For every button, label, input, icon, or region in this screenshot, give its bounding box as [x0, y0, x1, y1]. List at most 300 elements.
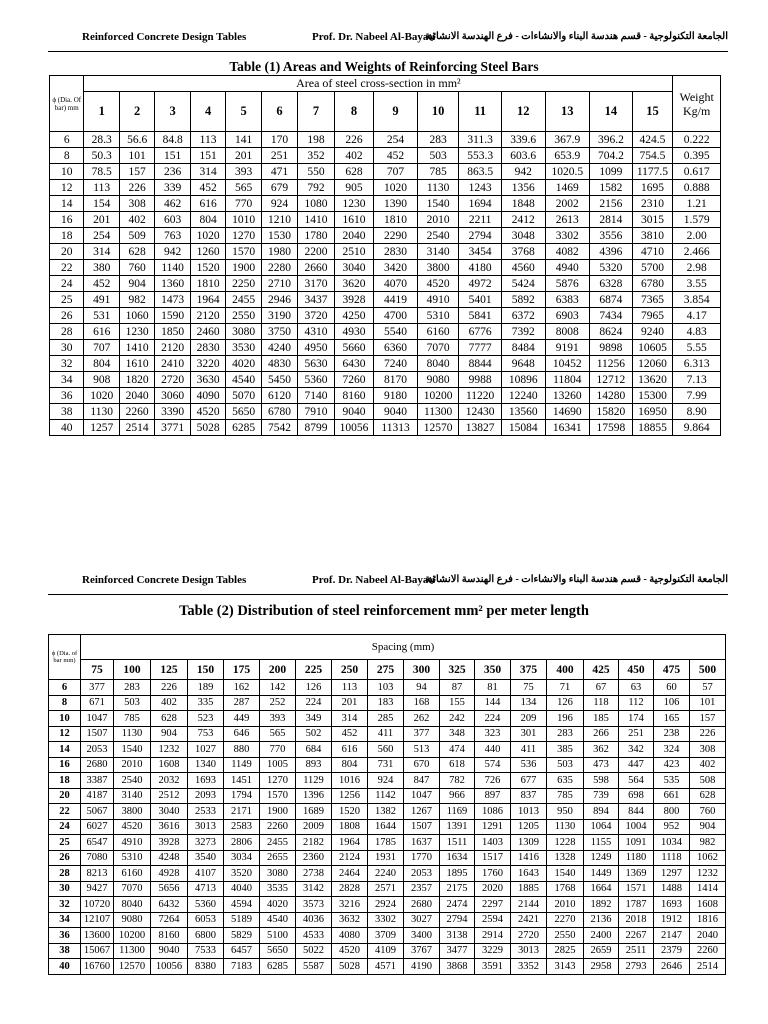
area-per-meter-cell: 753	[188, 726, 224, 742]
weight-cell: 2.98	[673, 260, 721, 276]
area-cell: 1020	[84, 388, 119, 404]
area-per-meter-cell: 2421	[511, 912, 547, 928]
table-row	[49, 928, 726, 944]
area-per-meter-cell: 893	[296, 757, 332, 773]
area-per-meter-cell: 3928	[151, 835, 188, 851]
area-cell: 10452	[545, 356, 590, 372]
area-cell: 10200	[417, 388, 459, 404]
bar-diameter-cell: 26	[50, 308, 84, 324]
area-per-meter-cell: 4080	[332, 928, 368, 944]
area-per-meter-cell: 1644	[368, 819, 404, 835]
area-cell: 352	[298, 148, 334, 164]
area-per-meter-cell: 7183	[224, 959, 260, 975]
area-per-meter-cell: 2825	[547, 943, 584, 959]
area-cell: 154	[84, 196, 119, 212]
area-per-meter-cell: 447	[619, 757, 654, 773]
area-per-meter-cell: 4109	[368, 943, 404, 959]
area-per-meter-cell: 1760	[475, 866, 511, 882]
area-per-meter-cell: 4571	[368, 959, 404, 975]
area-cell: 531	[84, 308, 119, 324]
area-per-meter-cell: 847	[404, 773, 440, 789]
area-per-meter-cell: 4036	[296, 912, 332, 928]
area-per-meter-cell: 5310	[114, 850, 151, 866]
area-per-meter-cell: 71	[547, 680, 584, 696]
area-per-meter-cell: 2924	[368, 897, 404, 913]
spacing-value-header: 150	[188, 660, 224, 680]
area-cell: 7965	[632, 308, 673, 324]
page-header-2	[48, 574, 728, 592]
area-per-meter-cell: 1396	[296, 788, 332, 804]
area-per-meter-cell: 6285	[260, 959, 296, 975]
area-per-meter-cell: 1816	[690, 912, 726, 928]
bar-diameter-cell: 18	[50, 228, 84, 244]
spacing-value-header: 375	[511, 660, 547, 680]
area-cell: 18855	[632, 420, 673, 436]
area-cell: 9191	[545, 340, 590, 356]
area-cell: 1610	[119, 356, 154, 372]
area-cell: 1695	[632, 180, 673, 196]
area-cell: 56.6	[119, 132, 154, 148]
area-per-meter-cell: 2550	[547, 928, 584, 944]
area-cell: 491	[84, 292, 119, 308]
area-cell: 3800	[417, 260, 459, 276]
area-per-meter-cell: 1155	[584, 835, 619, 851]
area-per-meter-cell: 646	[224, 726, 260, 742]
area-per-meter-cell: 560	[368, 742, 404, 758]
area-per-meter-cell: 402	[151, 695, 188, 711]
area-per-meter-cell: 226	[690, 726, 726, 742]
area-per-meter-cell: 12570	[114, 959, 151, 975]
area-per-meter-cell: 67	[584, 680, 619, 696]
area-header: Area of steel cross-section in mm²	[84, 76, 673, 92]
spacing-value-header: 100	[114, 660, 151, 680]
area-cell: 2412	[501, 212, 545, 228]
area-cell: 2794	[459, 228, 502, 244]
area-cell: 2660	[298, 260, 334, 276]
area-per-meter-cell: 2018	[619, 912, 654, 928]
bar-diameter-cell: 25	[50, 292, 84, 308]
area-per-meter-cell: 473	[584, 757, 619, 773]
area-cell: 8040	[417, 356, 459, 372]
area-cell: 8160	[334, 388, 374, 404]
area-per-meter-cell: 2680	[81, 757, 114, 773]
bar-diameter-cell: 28	[50, 324, 84, 340]
area-per-meter-cell: 103	[368, 680, 404, 696]
area-per-meter-cell: 174	[619, 711, 654, 727]
area-per-meter-cell: 2053	[404, 866, 440, 882]
area-per-meter-cell: 142	[260, 680, 296, 696]
area-per-meter-cell: 2009	[296, 819, 332, 835]
area-cell: 6780	[632, 276, 673, 292]
area-per-meter-cell: 3040	[151, 804, 188, 820]
area-cell: 905	[334, 180, 374, 196]
area-cell: 4930	[334, 324, 374, 340]
area-cell: 311.3	[459, 132, 502, 148]
area-per-meter-cell: 5587	[296, 959, 332, 975]
area-per-meter-cell: 2175	[440, 881, 475, 897]
area-per-meter-cell: 7533	[188, 943, 224, 959]
area-per-meter-cell: 2594	[475, 912, 511, 928]
area-cell: 7140	[298, 388, 334, 404]
dia-header: ϕ (Dia. Of bar) mm	[50, 76, 84, 132]
area-cell: 1570	[226, 244, 261, 260]
spacing-header: Spacing (mm)	[81, 635, 726, 660]
area-cell: 14690	[545, 404, 590, 420]
area-per-meter-cell: 1129	[296, 773, 332, 789]
area-per-meter-cell: 134	[511, 695, 547, 711]
area-per-meter-cell: 2958	[584, 959, 619, 975]
table-row	[49, 959, 726, 975]
area-per-meter-cell: 536	[511, 757, 547, 773]
area-cell: 8170	[374, 372, 418, 388]
area-cell: 2720	[155, 372, 190, 388]
bar-diameter-cell: 18	[49, 773, 81, 789]
area-per-meter-cell: 837	[511, 788, 547, 804]
header-book-title: Reinforced Concrete Design Tables	[82, 574, 247, 586]
area-per-meter-cell: 3632	[332, 912, 368, 928]
area-per-meter-cell: 1369	[619, 866, 654, 882]
area-per-meter-cell: 7264	[151, 912, 188, 928]
area-cell: 4020	[226, 356, 261, 372]
area-per-meter-cell: 3080	[260, 866, 296, 882]
area-cell: 11804	[545, 372, 590, 388]
area-per-meter-cell: 618	[440, 757, 475, 773]
area-cell: 2710	[261, 276, 297, 292]
area-cell: 141	[226, 132, 261, 148]
spacing-value-header: 350	[475, 660, 511, 680]
area-cell: 12430	[459, 404, 502, 420]
area-per-meter-cell: 670	[404, 757, 440, 773]
area-cell: 15820	[590, 404, 633, 420]
area-per-meter-cell: 1451	[224, 773, 260, 789]
area-per-meter-cell: 1689	[296, 804, 332, 820]
area-per-meter-cell: 1511	[440, 835, 475, 851]
steel-bar-areas-table	[49, 75, 721, 436]
area-per-meter-cell: 402	[690, 757, 726, 773]
area-per-meter-cell: 4020	[260, 897, 296, 913]
area-per-meter-cell: 2182	[296, 835, 332, 851]
area-cell: 4540	[226, 372, 261, 388]
area-per-meter-cell: 3273	[188, 835, 224, 851]
area-cell: 6874	[590, 292, 633, 308]
area-cell: 763	[155, 228, 190, 244]
area-per-meter-cell: 12107	[81, 912, 114, 928]
area-per-meter-cell: 2914	[475, 928, 511, 944]
area-cell: 6903	[545, 308, 590, 324]
area-cell: 1610	[334, 212, 374, 228]
area-per-meter-cell: 4248	[151, 850, 188, 866]
area-per-meter-cell: 201	[332, 695, 368, 711]
area-per-meter-cell: 1571	[619, 881, 654, 897]
area-per-meter-cell: 9080	[114, 912, 151, 928]
area-per-meter-cell: 2512	[151, 788, 188, 804]
bar-diameter-cell: 14	[50, 196, 84, 212]
area-per-meter-cell: 770	[260, 742, 296, 758]
bar-count-header: 8	[334, 92, 374, 132]
area-cell: 9040	[334, 404, 374, 420]
bar-count-header: 14	[590, 92, 633, 132]
table-row	[50, 212, 721, 228]
area-per-meter-cell: 224	[475, 711, 511, 727]
steel-distribution-table	[48, 634, 726, 975]
area-cell: 1080	[298, 196, 334, 212]
area-per-meter-cell: 4520	[114, 819, 151, 835]
weight-cell: 3.854	[673, 292, 721, 308]
area-cell: 2540	[417, 228, 459, 244]
area-cell: 908	[84, 372, 119, 388]
area-per-meter-cell: 1149	[224, 757, 260, 773]
area-cell: 251	[261, 148, 297, 164]
area-per-meter-cell: 1205	[511, 819, 547, 835]
area-cell: 924	[261, 196, 297, 212]
bar-diameter-cell: 22	[50, 260, 84, 276]
bar-diameter-cell: 16	[49, 757, 81, 773]
bar-diameter-cell: 20	[49, 788, 81, 804]
area-cell: 16341	[545, 420, 590, 436]
area-cell: 13260	[545, 388, 590, 404]
area-per-meter-cell: 2680	[404, 897, 440, 913]
spacing-value-header: 125	[151, 660, 188, 680]
area-cell: 4520	[190, 404, 225, 420]
area-per-meter-cell: 3387	[81, 773, 114, 789]
area-per-meter-cell: 904	[151, 726, 188, 742]
area-per-meter-cell: 1964	[332, 835, 368, 851]
table-row	[49, 943, 726, 959]
area-cell: 7910	[298, 404, 334, 420]
area-cell: 3302	[545, 228, 590, 244]
bar-count-header: 12	[501, 92, 545, 132]
area-per-meter-cell: 5067	[81, 804, 114, 820]
area-per-meter-cell: 635	[547, 773, 584, 789]
bar-count-header: 10	[417, 92, 459, 132]
bar-diameter-cell: 12	[50, 180, 84, 196]
area-cell: 3220	[190, 356, 225, 372]
area-per-meter-cell: 4910	[114, 835, 151, 851]
area-cell: 4070	[374, 276, 418, 292]
area-per-meter-cell: 1540	[547, 866, 584, 882]
area-per-meter-cell: 162	[224, 680, 260, 696]
area-per-meter-cell: 1787	[619, 897, 654, 913]
area-per-meter-cell: 4107	[188, 866, 224, 882]
bar-diameter-cell: 22	[49, 804, 81, 820]
area-per-meter-cell: 574	[475, 757, 511, 773]
spacing-value-header: 75	[81, 660, 114, 680]
bar-count-header: 6	[261, 92, 297, 132]
area-cell: 8844	[459, 356, 502, 372]
area-cell: 6383	[545, 292, 590, 308]
bar-diameter-cell: 10	[49, 711, 81, 727]
area-per-meter-cell: 157	[690, 711, 726, 727]
area-cell: 2510	[334, 244, 374, 260]
area-per-meter-cell: 1507	[81, 726, 114, 742]
area-per-meter-cell: 804	[332, 757, 368, 773]
area-per-meter-cell: 1449	[584, 866, 619, 882]
area-per-meter-cell: 1340	[188, 757, 224, 773]
bar-diameter-cell: 8	[50, 148, 84, 164]
table-row	[49, 742, 726, 758]
area-cell: 1850	[155, 324, 190, 340]
area-per-meter-cell: 1232	[690, 866, 726, 882]
table-row	[50, 260, 721, 276]
area-cell: 4710	[632, 244, 673, 260]
area-cell: 3810	[632, 228, 673, 244]
area-per-meter-cell: 2147	[654, 928, 690, 944]
area-cell: 10056	[334, 420, 374, 436]
area-per-meter-cell: 2260	[260, 819, 296, 835]
area-cell: 367.9	[545, 132, 590, 148]
area-cell: 452	[190, 180, 225, 196]
area-per-meter-cell: 2806	[224, 835, 260, 851]
area-per-meter-cell: 904	[690, 819, 726, 835]
area-cell: 1469	[545, 180, 590, 196]
area-per-meter-cell: 3520	[224, 866, 260, 882]
area-cell: 17598	[590, 420, 633, 436]
area-cell: 1257	[84, 420, 119, 436]
header-university: الجامعة التكنولوجية - قسم هندسة البناء والانشاءات - فرع الهندسة الانشائية	[424, 31, 728, 42]
area-per-meter-cell: 1693	[654, 897, 690, 913]
area-per-meter-cell: 411	[511, 742, 547, 758]
area-cell: 11313	[374, 420, 418, 436]
area-cell: 462	[155, 196, 190, 212]
area-per-meter-cell: 324	[654, 742, 690, 758]
area-per-meter-cell: 894	[584, 804, 619, 820]
area-per-meter-cell: 185	[584, 711, 619, 727]
bar-count-header: 9	[374, 92, 418, 132]
area-cell: 1230	[334, 196, 374, 212]
area-cell: 8484	[501, 340, 545, 356]
area-per-meter-cell: 782	[440, 773, 475, 789]
area-cell: 4090	[190, 388, 225, 404]
area-cell: 339.6	[501, 132, 545, 148]
area-per-meter-cell: 565	[260, 726, 296, 742]
table-row	[49, 726, 726, 742]
area-cell: 7777	[459, 340, 502, 356]
area-cell: 2814	[590, 212, 633, 228]
area-cell: 7542	[261, 420, 297, 436]
bar-count-header: 3	[155, 92, 190, 132]
area-per-meter-cell: 1169	[440, 804, 475, 820]
area-cell: 78.5	[84, 164, 119, 180]
area-cell: 1020	[374, 180, 418, 196]
area-per-meter-cell: 209	[511, 711, 547, 727]
area-cell: 1099	[590, 164, 633, 180]
area-cell: 12570	[417, 420, 459, 436]
area-cell: 1810	[374, 212, 418, 228]
area-per-meter-cell: 449	[224, 711, 260, 727]
area-per-meter-cell: 2793	[619, 959, 654, 975]
table-row	[49, 850, 726, 866]
spacing-value-header: 275	[368, 660, 404, 680]
area-per-meter-cell: 503	[547, 757, 584, 773]
area-per-meter-cell: 2794	[440, 912, 475, 928]
spacing-value-header: 300	[404, 660, 440, 680]
area-per-meter-cell: 628	[151, 711, 188, 727]
area-cell: 4910	[417, 292, 459, 308]
area-cell: 616	[190, 196, 225, 212]
area-per-meter-cell: 1608	[151, 757, 188, 773]
area-per-meter-cell: 671	[81, 695, 114, 711]
area-per-meter-cell: 1808	[332, 819, 368, 835]
spacing-value-header: 200	[260, 660, 296, 680]
area-per-meter-cell: 5650	[260, 943, 296, 959]
area-cell: 5401	[459, 292, 502, 308]
area-per-meter-cell: 411	[368, 726, 404, 742]
area-per-meter-cell: 1517	[475, 850, 511, 866]
header-rule-1	[48, 51, 728, 52]
area-cell: 10896	[501, 372, 545, 388]
bar-diameter-cell: 20	[50, 244, 84, 260]
area-per-meter-cell: 760	[690, 804, 726, 820]
area-per-meter-cell: 3352	[511, 959, 547, 975]
weight-cell: 1.579	[673, 212, 721, 228]
area-cell: 565	[226, 180, 261, 196]
area-cell: 3928	[334, 292, 374, 308]
area-cell: 5630	[298, 356, 334, 372]
table-row	[49, 819, 726, 835]
table-row	[49, 788, 726, 804]
area-cell: 628	[334, 164, 374, 180]
bar-diameter-cell: 34	[50, 372, 84, 388]
area-cell: 6328	[590, 276, 633, 292]
weight-cell: 0.222	[673, 132, 721, 148]
table-row	[50, 388, 721, 404]
spacing-value-header: 500	[690, 660, 726, 680]
area-cell: 2290	[374, 228, 418, 244]
area-cell: 4082	[545, 244, 590, 260]
area-cell: 792	[298, 180, 334, 196]
area-per-meter-cell: 677	[511, 773, 547, 789]
area-per-meter-cell: 1414	[690, 881, 726, 897]
area-per-meter-cell: 8040	[114, 897, 151, 913]
area-cell: 6776	[459, 324, 502, 340]
area-per-meter-cell: 1086	[475, 804, 511, 820]
area-per-meter-cell: 349	[296, 711, 332, 727]
area-cell: 3048	[501, 228, 545, 244]
area-per-meter-cell: 2828	[332, 881, 368, 897]
area-per-meter-cell: 3400	[404, 928, 440, 944]
area-cell: 628	[119, 244, 154, 260]
header-book-title: Reinforced Concrete Design Tables	[82, 31, 247, 43]
area-per-meter-cell: 2511	[619, 943, 654, 959]
spacing-value-header: 225	[296, 660, 332, 680]
area-cell: 7240	[374, 356, 418, 372]
area-cell: 1140	[155, 260, 190, 276]
area-cell: 1410	[119, 340, 154, 356]
bar-diameter-cell: 34	[49, 912, 81, 928]
area-per-meter-cell: 6027	[81, 819, 114, 835]
area-per-meter-cell: 2240	[368, 866, 404, 882]
area-per-meter-cell: 2720	[511, 928, 547, 944]
area-cell: 2280	[261, 260, 297, 276]
area-cell: 7070	[417, 340, 459, 356]
area-cell: 1260	[190, 244, 225, 260]
area-per-meter-cell: 684	[296, 742, 332, 758]
area-per-meter-cell: 2455	[260, 835, 296, 851]
area-per-meter-cell: 1643	[511, 866, 547, 882]
area-per-meter-cell: 3034	[224, 850, 260, 866]
area-cell: 6372	[501, 308, 545, 324]
area-cell: 5360	[298, 372, 334, 388]
area-per-meter-cell: 1309	[511, 835, 547, 851]
area-per-meter-cell: 183	[368, 695, 404, 711]
area-cell: 1390	[374, 196, 418, 212]
area-per-meter-cell: 661	[654, 788, 690, 804]
bar-diameter-cell: 6	[50, 132, 84, 148]
area-cell: 2040	[119, 388, 154, 404]
area-cell: 5424	[501, 276, 545, 292]
area-per-meter-cell: 3013	[188, 819, 224, 835]
area-per-meter-cell: 2659	[584, 943, 619, 959]
